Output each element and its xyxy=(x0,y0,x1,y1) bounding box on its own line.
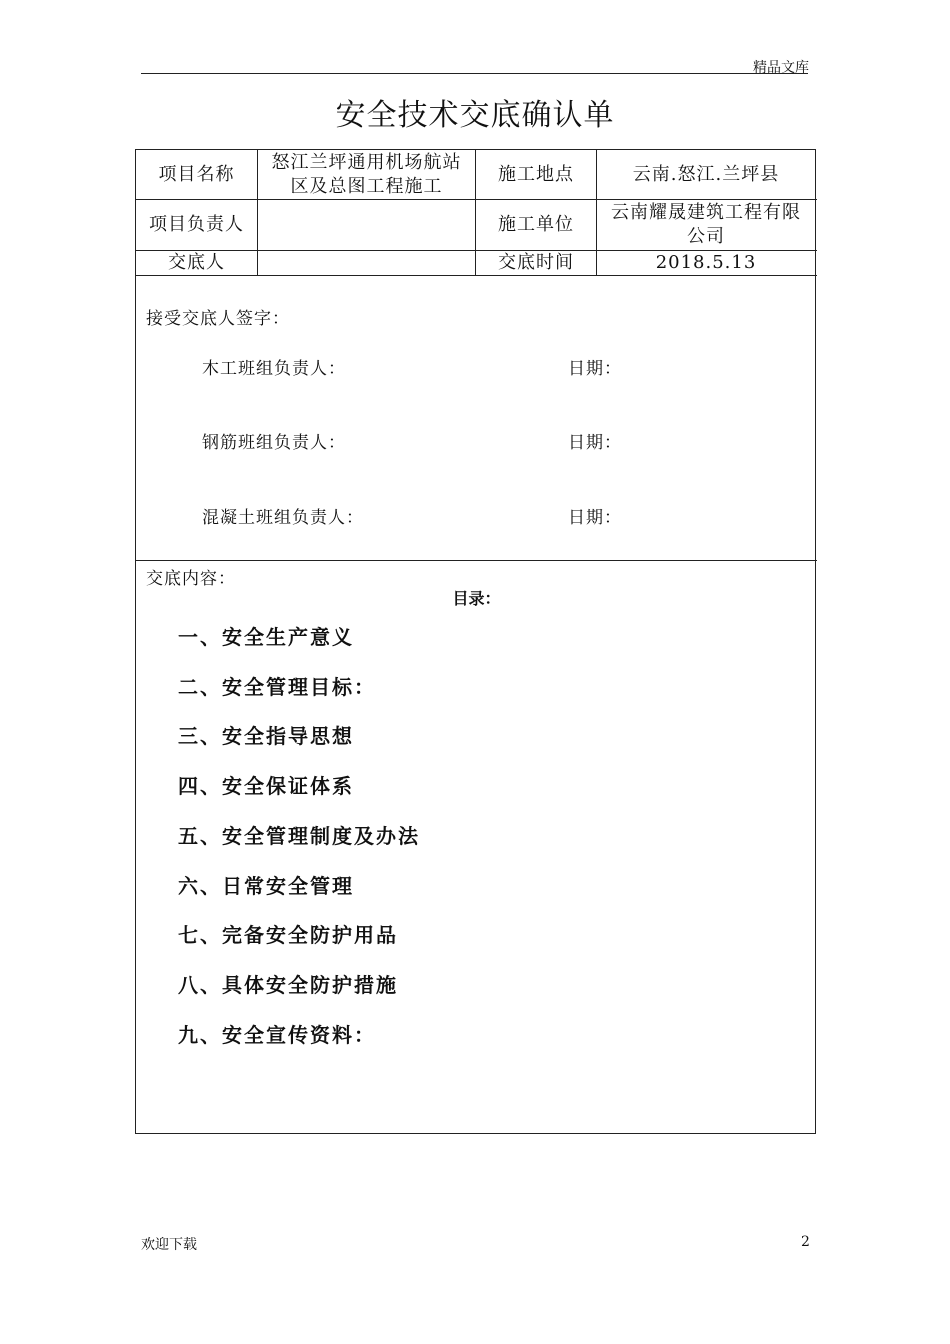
manager-value xyxy=(258,200,475,250)
toc-item: 一、安全生产意义 xyxy=(178,625,354,649)
toc-item: 九、安全宣传资料： xyxy=(178,1023,376,1047)
time-value: 2018.5.13 xyxy=(655,252,757,273)
carpentry-date-label: 日期： xyxy=(568,359,622,379)
project-name-value: 怒江兰坪通用机场航站区及总图工程施工 xyxy=(271,151,462,197)
rebar-date-label: 日期： xyxy=(568,433,622,453)
concrete-date-label: 日期： xyxy=(568,508,622,528)
toc-item: 三、安全指导思想 xyxy=(178,724,354,748)
briefer-label: 交底人 xyxy=(168,252,225,273)
concrete-lead-label: 混凝土班组负责人： xyxy=(202,508,364,528)
site-label: 施工地点 xyxy=(498,163,574,185)
carpentry-lead-label: 木工班组负责人： xyxy=(202,359,346,379)
project-name-label: 项目名称 xyxy=(158,163,235,185)
briefer-value xyxy=(258,251,475,275)
unit-value: 云南耀晟建筑工程有限公司 xyxy=(611,202,801,247)
rebar-lead-label: 钢筋班组负责人： xyxy=(202,433,346,453)
site-value: 云南.怒江.兰坪县 xyxy=(632,163,780,185)
toc-item: 八、具体安全防护措施 xyxy=(178,973,398,997)
toc-item: 五、安全管理制度及办法 xyxy=(178,824,420,848)
signature-heading: 接受交底人签字： xyxy=(146,309,290,329)
content-heading: 交底内容： xyxy=(146,569,236,589)
confirmation-form xyxy=(135,149,816,1134)
toc-item: 六、日常安全管理 xyxy=(178,874,354,898)
toc-item: 四、安全保证体系 xyxy=(178,774,354,798)
toc-item: 二、安全管理目标： xyxy=(178,675,376,699)
page-number: 2 xyxy=(801,1234,810,1250)
row-divider xyxy=(136,560,817,561)
row-divider xyxy=(136,275,817,276)
toc-title: 目录： xyxy=(452,589,501,608)
time-label: 交底时间 xyxy=(498,252,574,273)
toc-item: 七、完备安全防护用品 xyxy=(178,923,398,947)
unit-label: 施工单位 xyxy=(498,214,574,235)
document-title: 安全技术交底确认单 xyxy=(335,98,615,133)
header-label: 精品文库 xyxy=(753,60,809,76)
footer-label: 欢迎下载 xyxy=(141,1237,197,1253)
header-rule xyxy=(141,73,808,74)
manager-label: 项目负责人 xyxy=(149,214,244,235)
